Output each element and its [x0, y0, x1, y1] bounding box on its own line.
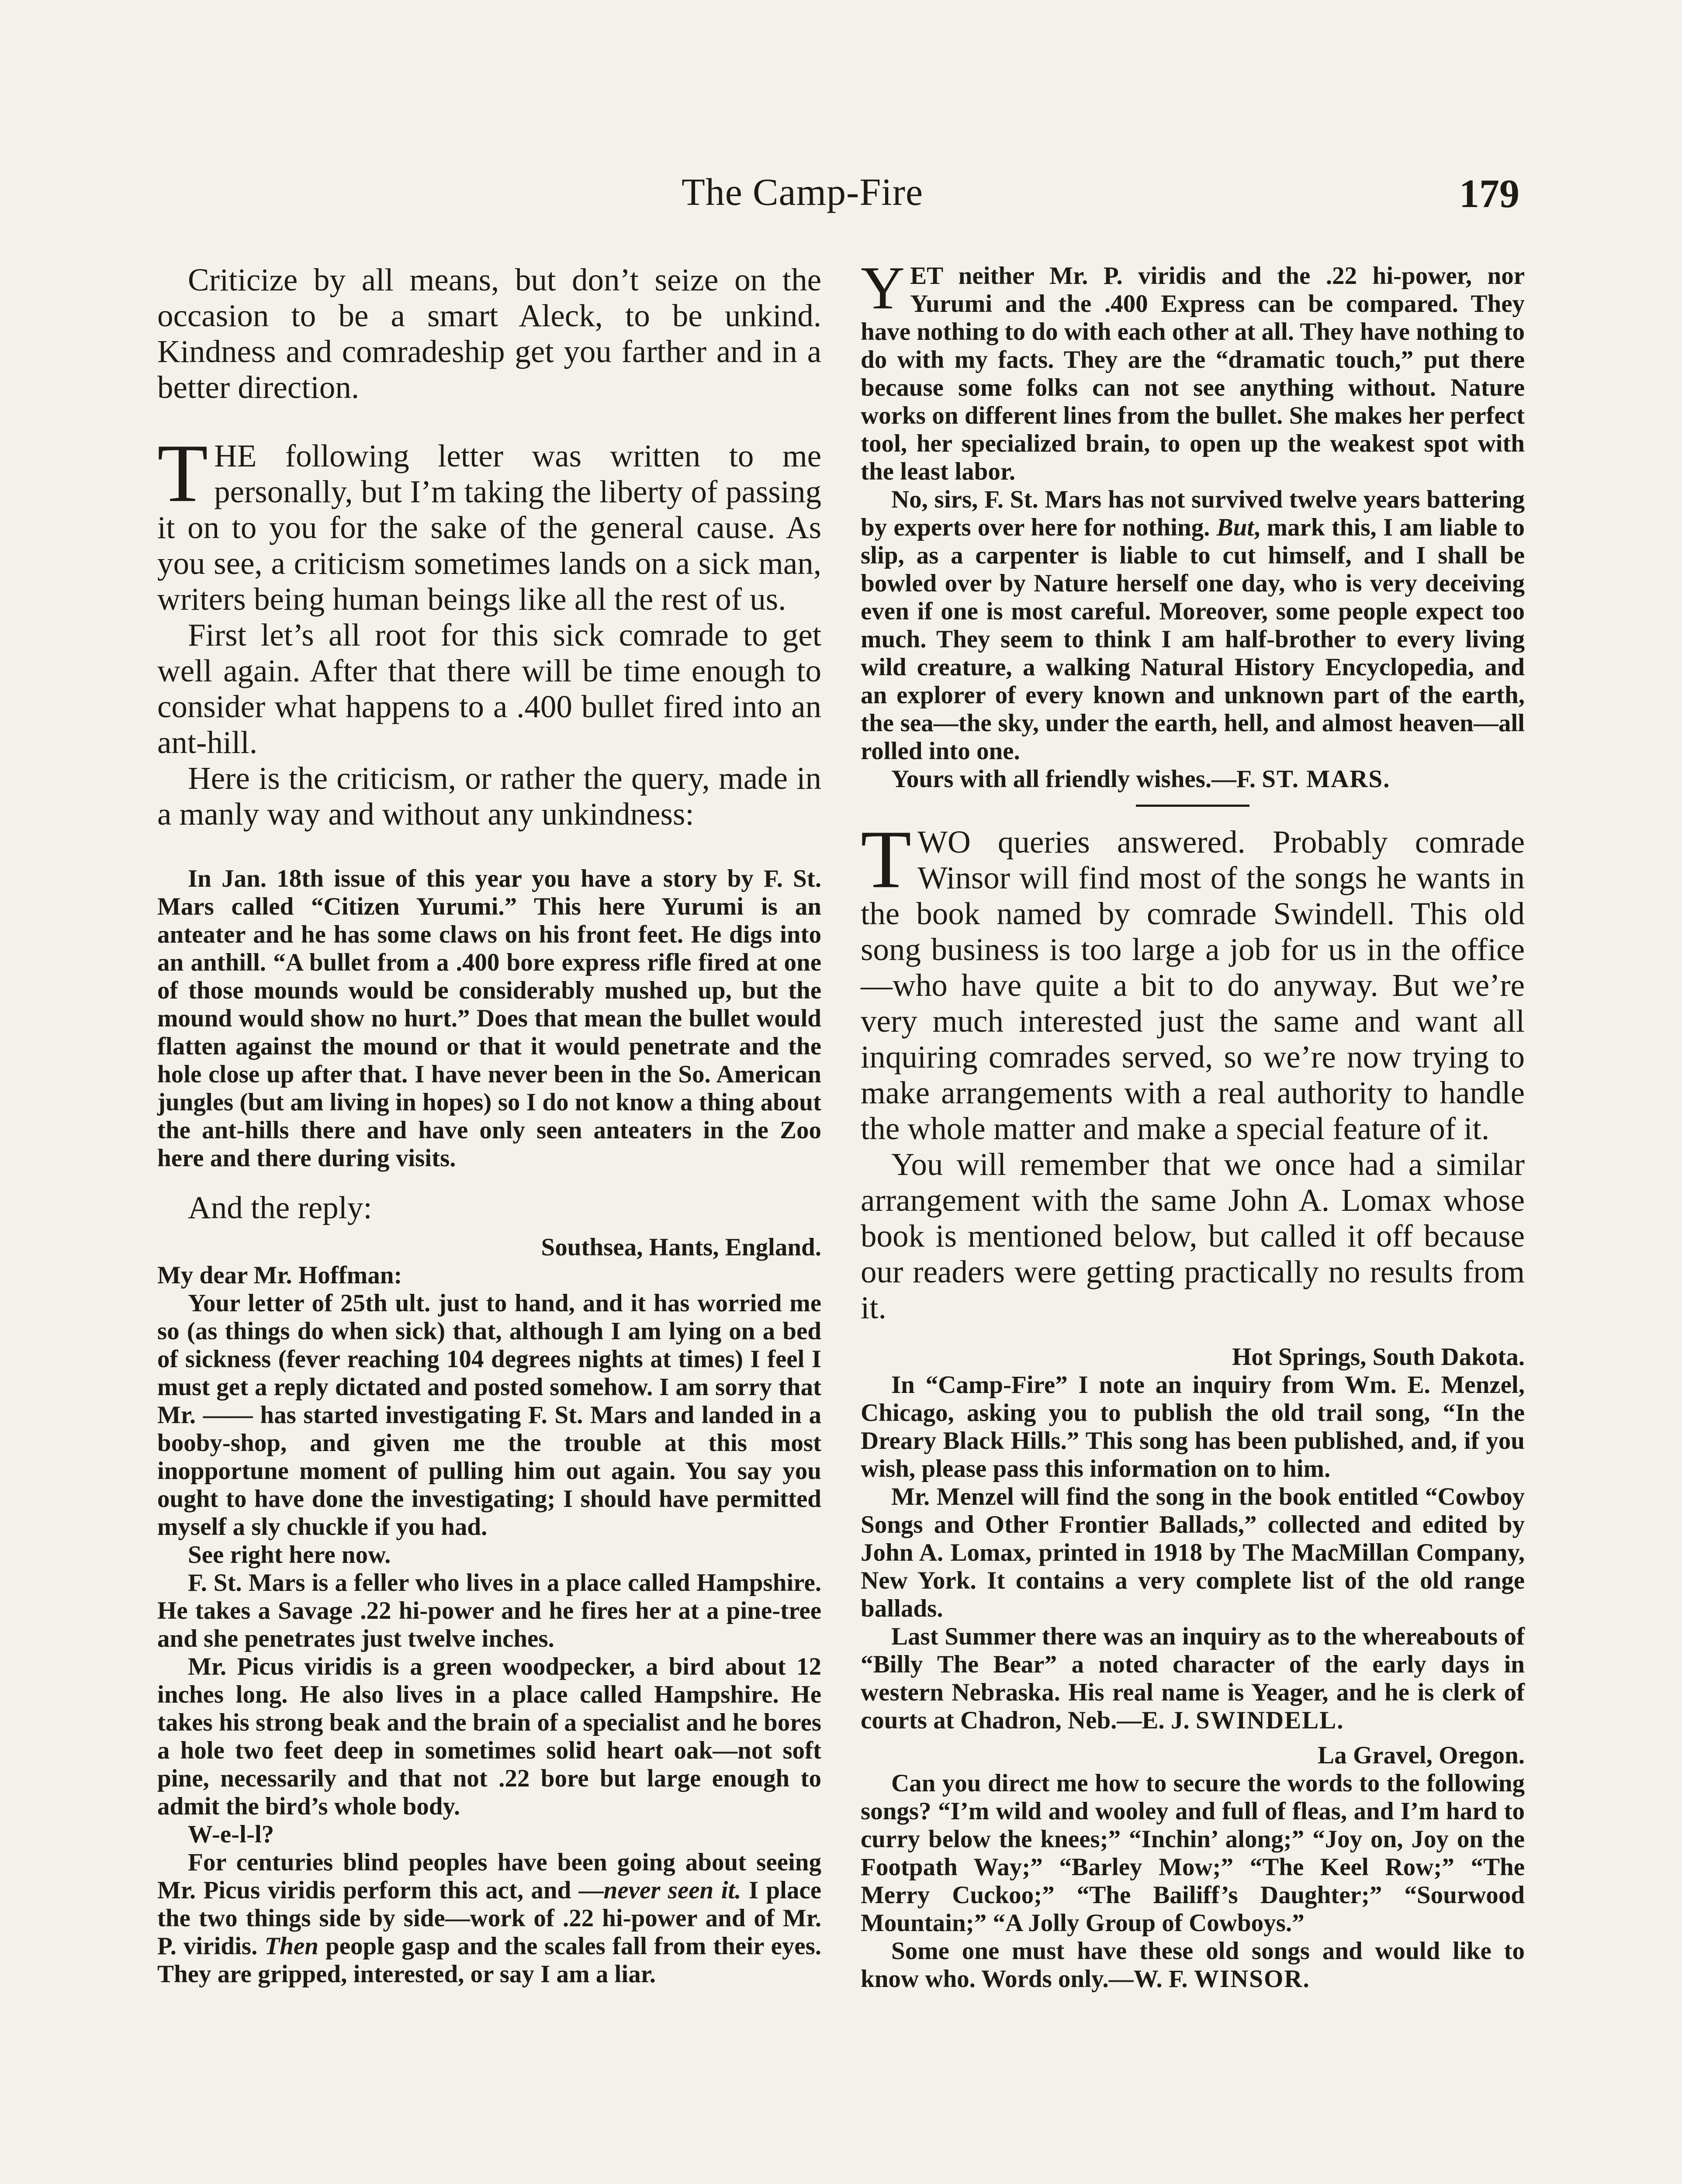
- signoff-name: WINSOR.: [1194, 1965, 1310, 1993]
- section-divider: [1136, 805, 1249, 807]
- criticism-intro-paragraph: Here is the criticism, or rather the query, made in a manly way and without any unkindness:: [157, 760, 821, 832]
- drop-cap: T: [861, 814, 912, 905]
- reply-paragraph: See right here now.: [188, 1541, 391, 1569]
- letter-text: Some one must have these old songs and would like to know who. Words only.—W. F.: [861, 1937, 1525, 1993]
- no-sirs-paragraph: [861, 486, 1525, 765]
- reply-emphasis: Then: [264, 1932, 318, 1960]
- letter-signoff: [861, 765, 1525, 793]
- reply-intro: And the reply:: [188, 1190, 372, 1225]
- intro-paragraph: Criticize by all means, but don’t seize on the occasion to be a smart Aleck, to be unkind. Kindness and comradeship get you farther and in a better direction.: [157, 262, 821, 405]
- letter-text: Last Summer there was an inquiry as to the whereabouts of “Billy The Bear” a noted character of the early days in western Nebraska. His real name is Yeager, and he is clerk of courts at Chadron, Neb.—E. J.: [861, 1623, 1525, 1734]
- letter-paragraph: In “Camp-Fire” I note an inquiry from Wm. E. Menzel, Chicago, asking you to publish the old trail song, “In the Dreary Black Hills.” This song has been published, and, if you wish, please pass this information on to him.: [861, 1371, 1525, 1482]
- reply-paragraph: F. St. Mars is a feller who lives in a place called Hampshire. He takes a Savage .22 hi-power and he fires her at a pine-tree and she penetrates just twelve inches.: [157, 1569, 821, 1652]
- reply-salutation: My dear Mr. Hoffman:: [157, 1261, 402, 1289]
- letter-text: , mark this, I am liable to slip, as a carpenter is liable to cut himself, and I shall be bowled over by Nature herself one day, who is very deceiving even if one is most careful. Moreover, some people expect too much. They seem to think I am half-brother to every living wild creature, a walking Natural History Encyclopedia, and an explorer of every known and unknown part of the earth, the sea—the sky, under the earth, hell, and almost heaven—all rolled into one.: [861, 514, 1525, 765]
- signoff-text: Yours with all friendly wishes.—F.: [891, 765, 1262, 793]
- signoff-name: SWINDELL.: [1195, 1707, 1344, 1734]
- drop-cap: Y: [861, 254, 905, 322]
- right-column: [861, 254, 1525, 1993]
- letter-paragraph: [861, 1623, 1525, 1735]
- reply-paragraph: Mr. Picus viridis is a green woodpecker, a bird about 12 inches long. He also lives in a place called Hampshire. He takes his strong beak and the brain of a specialist and he bores a hole two feet deep in sometimes solid heart oak—not soft pine, necessarily and that not .22 bore but large enough to admit the bird’s whole body.: [157, 1653, 821, 1820]
- reply-text: people gasp and the scales fall from their eyes. They are gripped, interested, or say I am a liar.: [157, 1932, 821, 1988]
- reply-paragraph: Your letter of 25th ult. just to hand, and it has worried me so (as things do when sick) that, although I am lying on a bed of sickness (fever reaching 104 degrees nights at times) I feel I must get a reply dictated and posted somehow. I am sorry that Mr. —— has started investigating F. St. Mars and landed in a booby-shop, and given me the trouble at this most inopportune moment of pulling him out again. You say you ought to have done the investigating; I should have permitted myself a sly chuckle if you had.: [157, 1289, 821, 1541]
- drop-cap: T: [157, 428, 208, 519]
- remember-paragraph: You will remember that we once had a similar arrangement with the same John A. Lomax whose book is mentioned below, but called it off because our readers were getting practically no results from it.: [861, 1147, 1525, 1325]
- root-paragraph: First let’s all root for this sick comrade to get well again. After that there will be time enough to consider what happens to a .400 bullet fired into an ant-hill.: [157, 617, 821, 760]
- left-column: [157, 262, 821, 1988]
- two-queries-text: WO queries answered. Probably comrade Winsor will find most of the songs he wants in the book named by comrade Swindell. This old song business is too large a job for us in the office—who have quite a bit to do anyway. But we’re very much interested just the same and want all inquiring comrades served, so we’re now trying to make arrangements with a real authority to handle the whole matter and make a special feature of it.: [861, 824, 1525, 1146]
- reader-query-letter: In Jan. 18th issue of this year you have a story by F. St. Mars called “Citizen Yurumi.” This here Yurumi is an anteater and he has some claws on his front feet. He digs into an anthill. “A bullet from a .400 bore express rifle fired at one of those mounds would be considerably mushed up, but the mound would show no hurt.” Does that mean the bullet would flatten against the mound or that it would penetrate and the hole close up after that. I have never been in the So. American jungles (but am living in hopes) so I do not know a thing about the ant-hills there and have only seen anteaters in the Zoo here and there during visits.: [157, 865, 821, 1172]
- letter-location: La Gravel, Oregon.: [1318, 1742, 1525, 1769]
- reply-paragraph: W-e-l-l?: [188, 1821, 274, 1848]
- reply-location: Southsea, Hants, England.: [541, 1234, 821, 1261]
- letter-paragraph: Can you direct me how to secure the words to the following songs? “I’m wild and wooley and full of fleas, and I’m hard to curry below the knees;” “Inchin’ along;” “Joy on, Joy on the Footpath Way;” “Barley Mow;” “The Keel Row;” “The Merry Cuckoo;” “The Bailiff’s Daughter;” “Sourwood Mountain;” “A Jolly Group of Cowboys.”: [861, 1769, 1525, 1937]
- yet-paragraph: [861, 254, 1525, 486]
- letter-emphasis: But: [1216, 514, 1254, 541]
- letter-text: No, sirs, F. St. Mars has not survived twelve years battering by experts over here for nothing.: [861, 486, 1525, 541]
- letter-location: Hot Springs, South Dakota.: [1232, 1343, 1525, 1371]
- reply-emphasis: never seen it.: [603, 1876, 741, 1904]
- yet-text: ET neither Mr. P. viridis and the .22 hi-power, nor Yurumi and the .400 Express can be compared. They have nothing to do with each other at all. They have nothing to do with my facts. They are the “dramatic touch,” put there because some folks can not see anything without. Nature works on different lines from the bullet. She makes her perfect tool, her specialized brain, to open up the weakest spot with the least labor.: [861, 262, 1525, 485]
- letter-paragraph: [861, 1937, 1525, 1993]
- two-queries-paragraph: [861, 814, 1525, 1147]
- letter-intro-text: HE following letter was written to me personally, but I’m taking the liberty of passing it on to you for the sake of the general cause. As you see, a criticism sometimes lands on a sick man, writers being human beings like all the rest of us.: [157, 438, 821, 617]
- letter-intro-paragraph: [157, 428, 821, 617]
- page-number: 179: [1459, 171, 1519, 216]
- letter-paragraph: Mr. Menzel will find the song in the book entitled “Cowboy Songs and Other Frontier Ballads,” collected and edited by John A. Lomax, printed in 1918 by The MacMillan Company, New York. It contains a very complete list of the old range ballads.: [861, 1483, 1525, 1622]
- page-header-title: The Camp-Fire: [682, 171, 924, 214]
- reply-text: I place the two things side by side—work of .22 hi-power and of Mr. P. viridis.: [157, 1876, 821, 1960]
- reply-paragraph: [157, 1849, 821, 1988]
- reply-text: For centuries blind peoples have been going about seeing Mr. Picus viridis perform this act, and —: [157, 1849, 821, 1904]
- signoff-name: ST. MARS.: [1262, 765, 1391, 793]
